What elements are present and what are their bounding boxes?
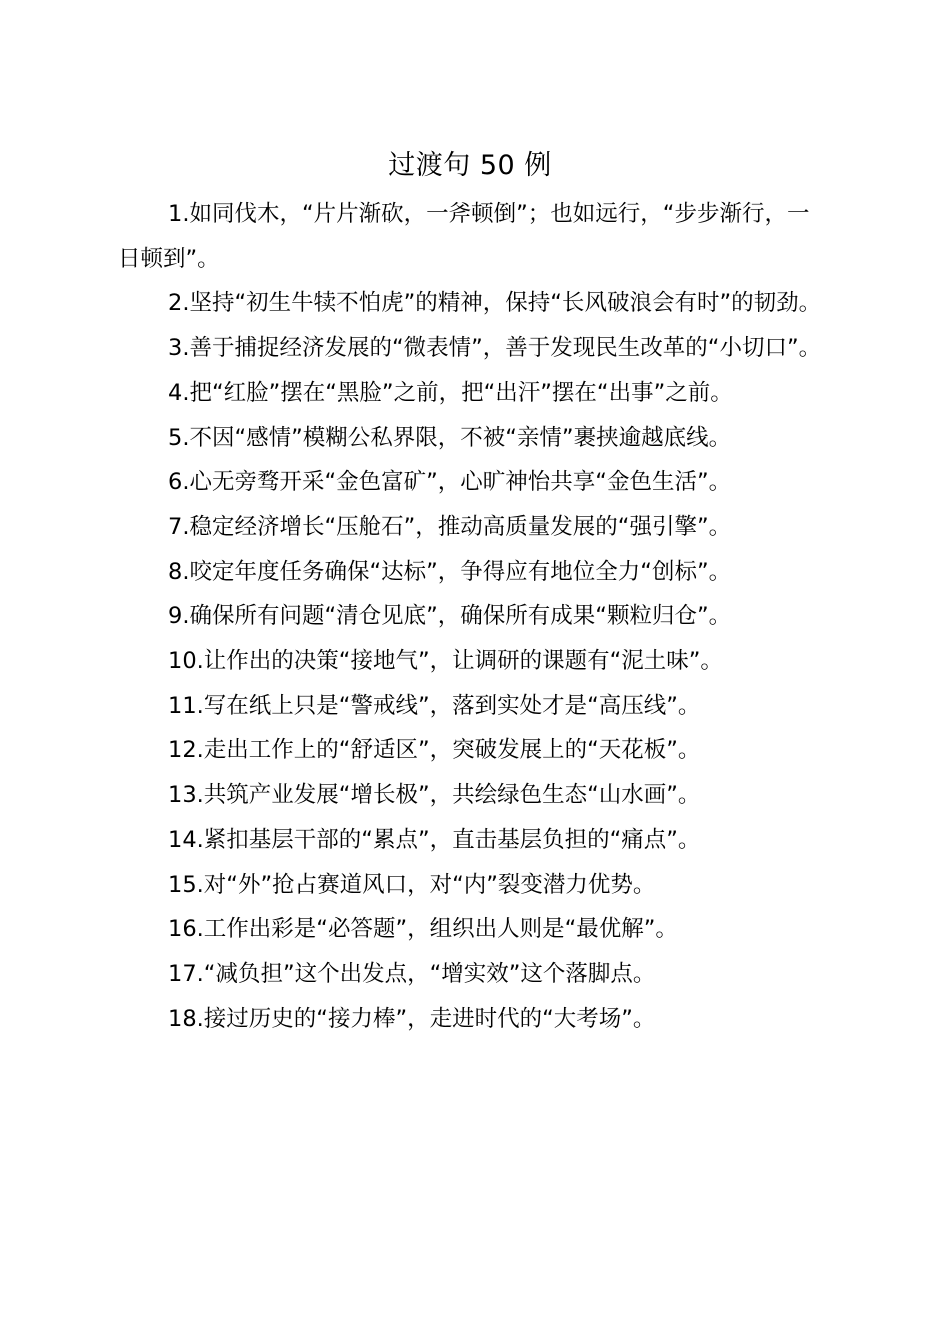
list-item: 7.稳定经济增长“压舱石”，推动高质量发展的“强引擎”。 bbox=[168, 513, 732, 540]
list-item: 6.心无旁骛开采“金色富矿”，心旷神怡共享“金色生活”。 bbox=[168, 469, 732, 496]
list-item: 12.走出工作上的“舒适区”，突破发展上的“天花板”。 bbox=[168, 737, 701, 764]
list-item: 10.让作出的决策“接地气”，让调研的课题有“泥土味”。 bbox=[168, 648, 723, 675]
list-item: 11.写在纸上只是“警戒线”，落到实处才是“高压线”。 bbox=[168, 692, 701, 719]
list-item: 17.“减负担”这个出发点，“增实效”这个落脚点。 bbox=[168, 960, 656, 987]
list-item: 8.咬定年度任务确保“达标”，争得应有地位全力“创标”。 bbox=[168, 558, 732, 585]
list-item: 13.共筑产业发展“增长极”，共绘绿色生态“山水画”。 bbox=[168, 782, 701, 809]
document-body bbox=[118, 192, 828, 1041]
list-item: 1.如同伐木，“片片渐砍，一斧顿倒”；也如远行，“步步渐行，一日顿到”。 bbox=[118, 201, 810, 272]
list-item: 18.接过历史的“接力棒”，走进时代的“大考场”。 bbox=[168, 1005, 656, 1032]
list-item: 9.确保所有问题“清仓见底”，确保所有成果“颗粒归仓”。 bbox=[168, 603, 732, 630]
list-item: 5.不因“感情”模糊公私界限，不被“亲情”裹挟逾越底线。 bbox=[168, 424, 732, 451]
document-title: 过渡句 50 例 bbox=[388, 150, 552, 181]
list-item: 16.工作出彩是“必答题”，组织出人则是“最优解”。 bbox=[168, 916, 678, 943]
list-item: 2.坚持“初生牛犊不怕虎”的精神，保持“长风破浪会有时”的韧劲。 bbox=[168, 290, 822, 317]
list-item: 15.对“外”抢占赛道风口，对“内”裂变潜力优势。 bbox=[168, 871, 656, 898]
list-item: 14.紧扣基层干部的“累点”，直击基层负担的“痛点”。 bbox=[168, 826, 701, 853]
list-item: 3.善于捕捉经济发展的“微表情”，善于发现民生改革的“小切口”。 bbox=[168, 335, 822, 362]
list-item: 4.把“红脸”摆在“黑脸”之前，把“出汗”摆在“出事”之前。 bbox=[168, 379, 733, 406]
